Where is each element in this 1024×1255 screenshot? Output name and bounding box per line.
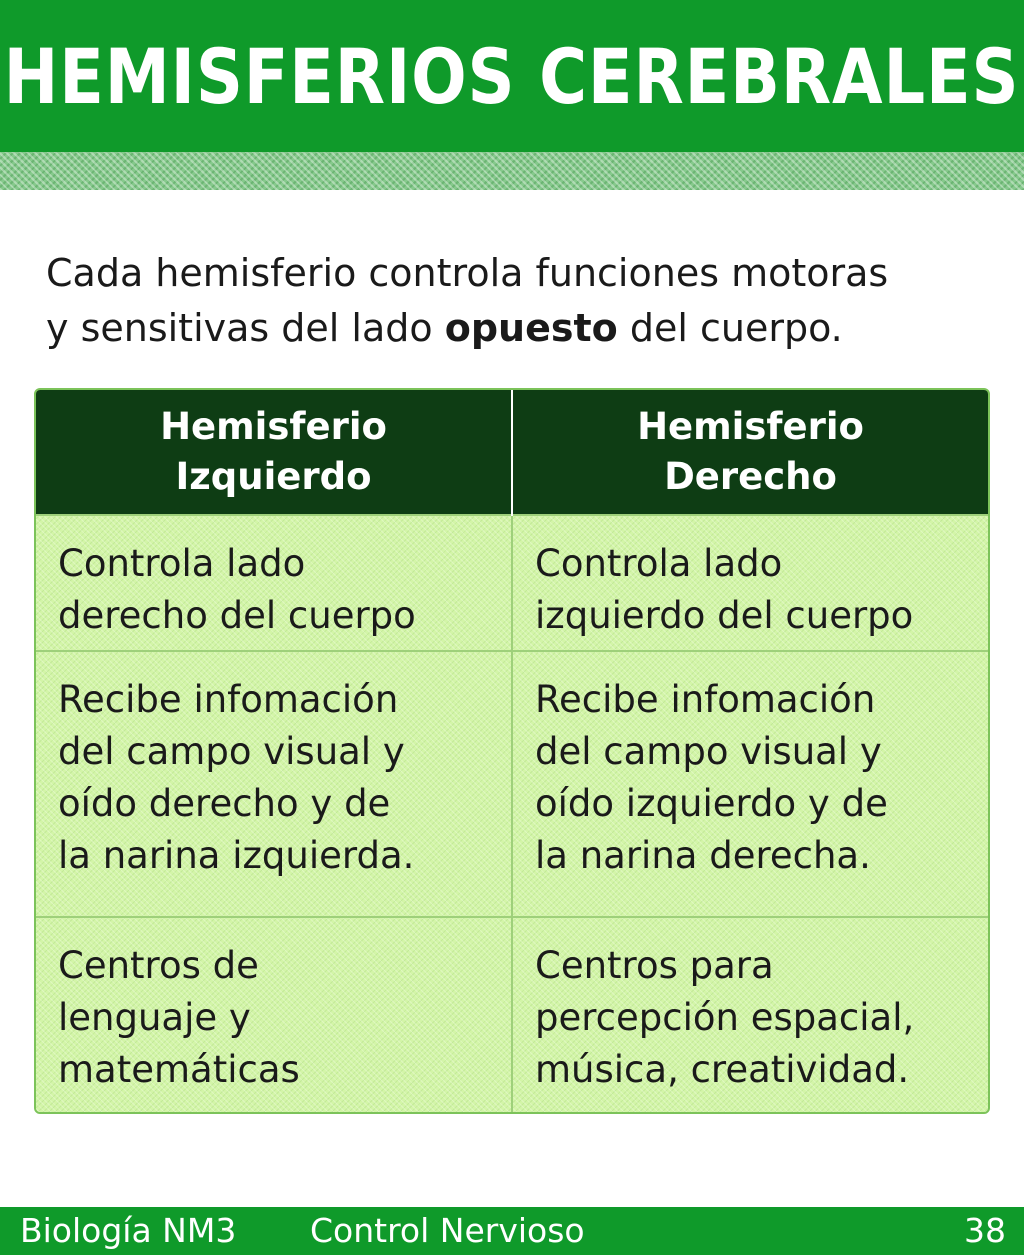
table-row <box>36 651 988 917</box>
hemispheres-table <box>34 388 990 1114</box>
cell-line: oído derecho y de <box>58 782 391 825</box>
intro-paragraph <box>46 246 1006 356</box>
table-cell-left <box>36 515 512 651</box>
header-line: Hemisferio <box>637 405 864 448</box>
header-line: Hemisferio <box>160 405 387 448</box>
footer-bar <box>0 1207 1024 1255</box>
table-cell-right <box>512 515 988 651</box>
table-cell-left <box>36 651 512 917</box>
table-cell-left <box>36 917 512 1114</box>
footer-subject: Biología NM3 <box>20 1211 237 1250</box>
cell-line: Recibe infomación <box>58 678 399 721</box>
intro-line-2 <box>46 301 1006 356</box>
table-cell-right <box>512 651 988 917</box>
cell-line: Centros para <box>535 944 774 987</box>
intro-line-1: Cada hemisferio controla funciones motoras <box>46 251 889 295</box>
cell-line: matemáticas <box>58 1048 300 1091</box>
intro-emphasis: opuesto <box>444 306 618 350</box>
cell-line: del campo visual y <box>58 730 405 773</box>
cell-line: percepción espacial, <box>535 996 915 1039</box>
decorative-band <box>0 152 1024 190</box>
page-number: 38 <box>964 1211 1006 1250</box>
cell-line: oído izquierdo y de <box>535 782 888 825</box>
cell-line: izquierdo del cuerpo <box>535 594 914 637</box>
cell-line: del campo visual y <box>535 730 882 773</box>
table-row <box>36 515 988 651</box>
header-right-hemisphere <box>512 390 988 515</box>
comparison-table <box>36 390 988 1114</box>
cell-line: Recibe infomación <box>535 678 876 721</box>
page-title: HEMISFERIOS CEREBRALES <box>4 31 1020 121</box>
intro-text: y sensitivas del lado <box>46 306 445 350</box>
cell-line: lenguaje y <box>58 996 251 1039</box>
cell-line: derecho del cuerpo <box>58 594 416 637</box>
header-line: Derecho <box>664 455 837 498</box>
cell-line: música, creatividad. <box>535 1048 910 1091</box>
title-banner <box>0 0 1024 152</box>
footer-topic: Control Nervioso <box>310 1211 585 1250</box>
header-left-hemisphere <box>36 390 512 515</box>
intro-text: del cuerpo. <box>617 306 843 350</box>
cell-line: Controla lado <box>535 542 783 585</box>
table-header-row <box>36 390 988 515</box>
table-row <box>36 917 988 1114</box>
table-cell-right <box>512 917 988 1114</box>
cell-line: Controla lado <box>58 542 306 585</box>
header-line: Izquierdo <box>175 455 372 498</box>
cell-line: Centros de <box>58 944 259 987</box>
cell-line: la narina izquierda. <box>58 834 415 877</box>
cell-line: la narina derecha. <box>535 834 871 877</box>
